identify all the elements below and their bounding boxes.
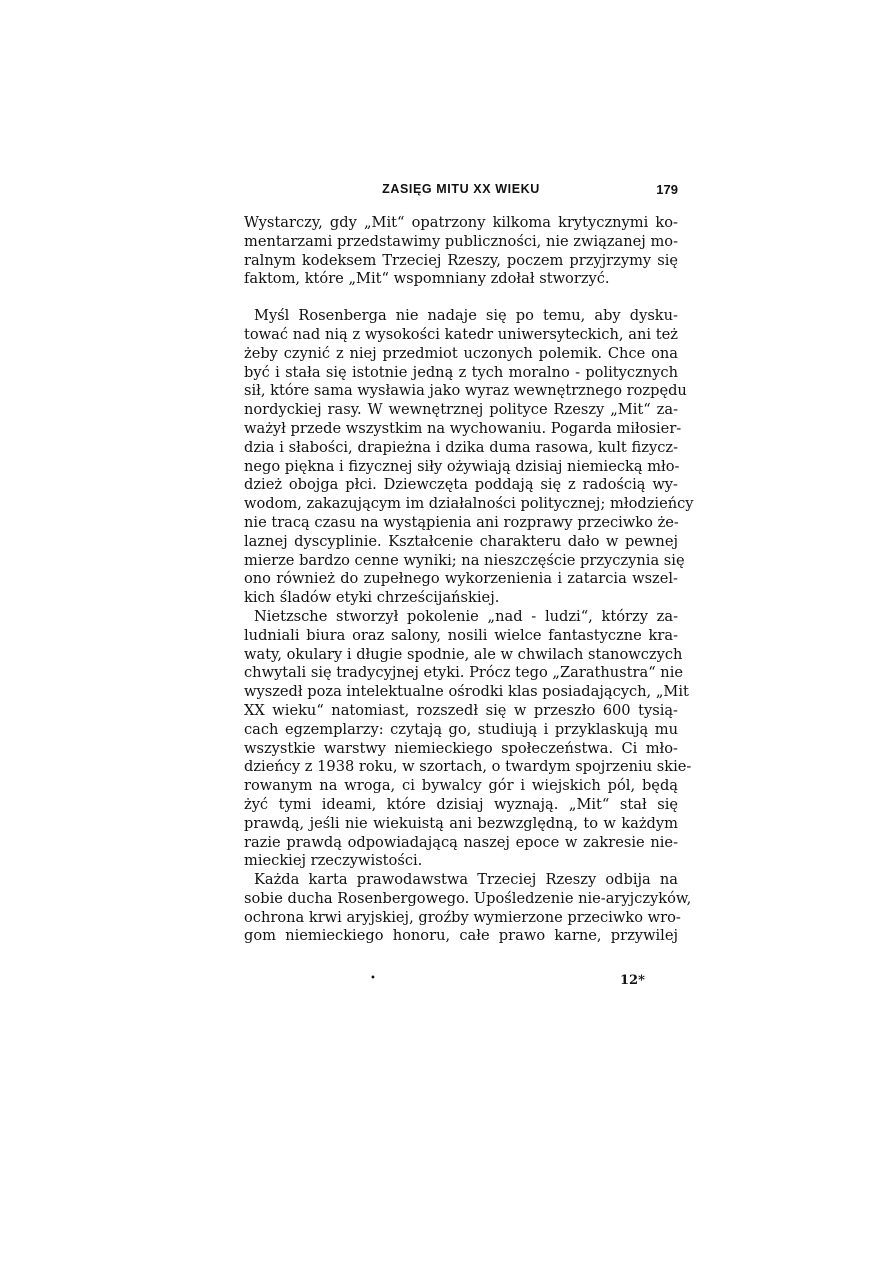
text-line: prawdą, jeśli nie wiekuistą ani bezwzględną, to w każdym: [244, 814, 678, 832]
text-line: Myśl Rosenberga nie nadaje się po temu, aby dysku-: [254, 307, 678, 325]
signature-mark: 12*: [620, 973, 645, 988]
body-text: [244, 214, 694, 946]
text-line: ralnym kodeksem Trzeciej Rzeszy, poczem przyjrzymy się: [244, 251, 678, 269]
paragraph: [244, 871, 692, 946]
text-line: Wystarczy, gdy „Mit“ opatrzony kilkoma krytycznymi ko-: [244, 214, 678, 231]
text-line: wszystkie warstwy niemieckiego społeczeństwa. Ci mło-: [244, 739, 678, 757]
page-header: [244, 182, 678, 204]
text-line: ważył przede wszystkim na wychowaniu. Pogarda miłosier-: [244, 419, 682, 437]
text-line: waty, okulary i długie spodnie, ale w chwilach stanowczych: [244, 645, 683, 663]
text-line: XX wieku“ natomiast, rozszedł się w przeszło 600 tysią-: [244, 701, 678, 719]
page-number: 179: [656, 182, 678, 197]
text-line: chwytali się tradycyjnej etyki. Prócz tego „Zarathustra“ nie: [244, 664, 684, 682]
text-line: cach egzemplarzy: czytają go, studiują i przyklaskują mu: [244, 720, 678, 738]
text-line: gom niemieckiego honoru, całe prawo karne, przywilej: [244, 927, 678, 945]
text-line: faktom, które „Mit“ wspomniany zdołał stworzyć.: [244, 270, 610, 288]
text-line: rowanym na wroga, ci bywalcy gór i wiejskich pól, będą: [244, 777, 678, 795]
paragraph: [244, 607, 692, 871]
text-line: nego piękna i fizycznej siły ożywiają dzisiaj niemiecką mło-: [244, 457, 680, 475]
text-line: żyć tymi ideami, które dzisiaj wyznają. „Mit“ stał się: [244, 795, 678, 813]
paragraph: [244, 307, 694, 608]
text-line: Każda karta prawodawstwa Trzeciej Rzeszy odbija na: [254, 871, 678, 889]
text-line: ochrona krwi aryjskiej, groźby wymierzone przeciwko wro-: [244, 908, 681, 926]
running-head: ZASIĘG MITU XX WIEKU: [382, 182, 540, 196]
printer-mark: •: [370, 973, 376, 984]
text-line: wyszedł poza intelektualne ośrodki klas posiadających, „Mit: [244, 683, 689, 701]
text-line: dzia i słabości, drapieżna i dzika duma rasowa, kult fizycz-: [244, 438, 678, 456]
text-line: ono również do zupełnego wykorzenienia i zatarcia wszel-: [244, 570, 678, 588]
text-line: ludniali biura oraz salony, nosili wielce fantastyczne kra-: [244, 626, 678, 644]
text-line: wodom, zakazującym im działalności politycznej; młodzieńcy: [244, 495, 694, 513]
text-line: mentarzami przedstawimy publiczności, nie związanej mo-: [244, 232, 678, 250]
text-line: nordyckiej rasy. W wewnętrznej polityce Rzeszy „Mit“ za-: [244, 401, 678, 419]
text-line: razie prawdą odpowiadającą naszej epoce w zakresie nie-: [244, 833, 678, 851]
text-line: dzieńcy z 1938 roku, w szortach, o twardym spojrzeniu skie-: [244, 758, 692, 776]
text-line: laznej dyscyplinie. Kształcenie charakteru dało w pewnej: [244, 532, 678, 550]
paragraph: [244, 214, 678, 289]
text-line: sobie ducha Rosenbergowego. Upośledzenie nie-aryjczyków,: [244, 889, 692, 907]
text-line: żeby czynić z niej przedmiot uczonych polemik. Chce ona: [244, 344, 678, 362]
text-line: dzież obojga płci. Dziewczęta poddają się z radością wy-: [244, 476, 678, 494]
text-line: nie tracą czasu na wystąpienia ani rozprawy przeciwko że-: [244, 513, 679, 531]
text-line: mieckiej rzeczywistości.: [244, 852, 423, 870]
text-line: tować nad nią z wysokości katedr uniwersyteckich, ani też: [244, 325, 678, 343]
text-line: kich śladów etyki chrześcijańskiej.: [244, 589, 500, 607]
text-line: mierze bardzo cenne wyniki; na nieszczęście przyczynia się: [244, 551, 685, 569]
text-line: Nietzsche stworzył pokolenie „nad - ludzi“, którzy za-: [254, 607, 678, 625]
text-line: sił, które sama wysławia jako wyraz wewnętrznego rozpędu: [244, 382, 687, 400]
text-line: być i stała się istotnie jedną z tych moralno - politycznych: [244, 363, 678, 381]
paragraph-gap: [244, 289, 678, 307]
